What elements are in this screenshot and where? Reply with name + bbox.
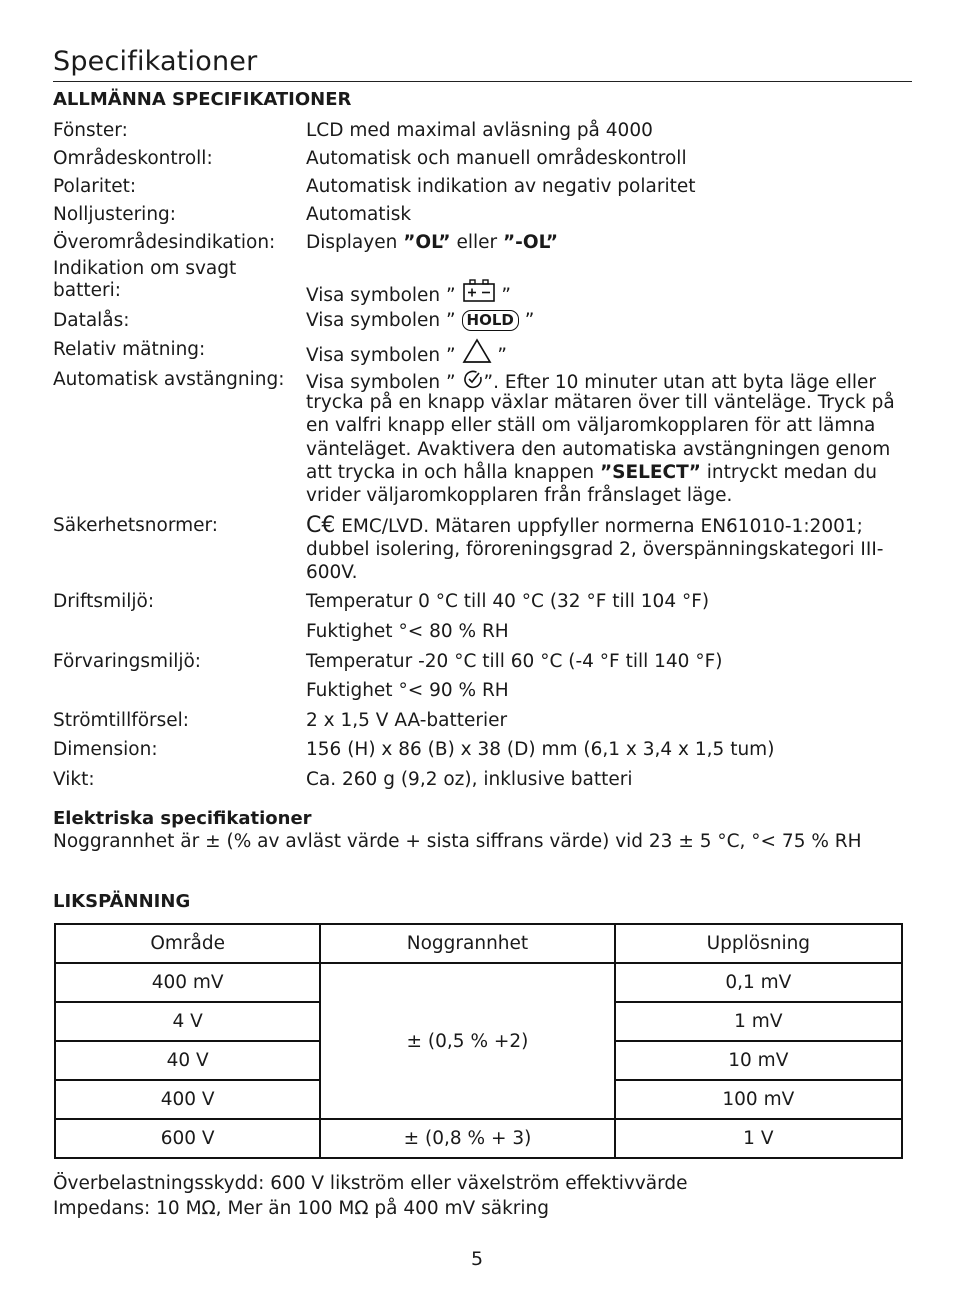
accuracy-cell: ± (0,8 % + 3) <box>320 1119 614 1158</box>
operating-temp: Temperatur 0 °C till 40 °C (32 °F till 104 °F) <box>306 591 710 612</box>
safety-line3: 600V. <box>306 562 358 583</box>
page-title: Specifikationer <box>53 46 258 77</box>
power-label: Strömtillförsel: <box>53 710 190 731</box>
range-value: Automatisk och manuell områdeskontroll <box>306 148 687 169</box>
polarity-value: Automatisk indikation av negativ polaritet <box>306 176 696 197</box>
data-hold-value: Visa symbolen ” HOLD ” <box>306 310 535 331</box>
impedance: Impedans: 10 MΩ, Mer än 100 MΩ på 400 mV säkring <box>53 1198 549 1219</box>
table-row <box>55 963 902 1002</box>
zero-adjust-label: Nolljustering: <box>53 204 177 225</box>
range-cell: 400 mV <box>55 963 320 1002</box>
resolution-cell: 0,1 mV <box>615 963 902 1002</box>
ce-mark-icon: C€ <box>306 513 336 538</box>
operating-env-label: Driftsmiljö: <box>53 591 155 612</box>
weight-value: Ca. 260 g (9,2 oz), inklusive batteri <box>306 769 633 790</box>
resolution-cell: 100 mV <box>615 1080 902 1119</box>
general-specs-heading: ALLMÄNNA SPECIFIKATIONER <box>53 89 352 110</box>
header-range: Område <box>55 924 320 963</box>
dcv-table <box>54 923 903 1159</box>
range-cell: 4 V <box>55 1002 320 1041</box>
electrical-specs-heading: Elektriska specifikationer <box>53 808 312 829</box>
overload-protection: Överbelastningsskydd: 600 V likström eller växelström effektivvärde <box>53 1173 688 1194</box>
auto-power-off-line5: att trycka in och hålla knappen ”SELECT” intryckt medan du <box>306 462 878 483</box>
auto-power-off-line3: en valfri knapp eller ställ om väljaromkopplaren för att lämna <box>306 415 876 436</box>
auto-power-off-line1: Visa symbolen ” ”. Efter 10 minuter utan att byta läge eller <box>306 368 876 395</box>
dimension-label: Dimension: <box>53 739 158 760</box>
battery-icon <box>462 279 496 303</box>
page-number: 5 <box>470 1248 484 1270</box>
weight-label: Vikt: <box>53 769 95 790</box>
relative-label: Relativ mätning: <box>53 339 206 360</box>
safety-line1: C€ EMC/LVD. Mätaren uppfyller normerna EN61010-1:2001; <box>306 513 863 538</box>
data-hold-label: Datalås: <box>53 310 130 331</box>
accuracy-note: Noggrannhet är ± (% av avläst värde + sista siffrans värde) vid 23 ± 5 °C, °< 75 % RH <box>53 831 862 852</box>
auto-power-off-label: Automatisk avstängning: <box>53 369 285 390</box>
storage-env-label: Förvaringsmiljö: <box>53 651 202 672</box>
overrange-label: Överområdesindikation: <box>53 232 276 253</box>
operating-humidity: Fuktighet °< 80 % RH <box>306 621 509 642</box>
safety-label: Säkerhetsnormer: <box>53 515 219 536</box>
power-value: 2 x 1,5 V AA-batterier <box>306 710 508 731</box>
title-divider <box>53 81 912 82</box>
resolution-cell: 10 mV <box>615 1041 902 1080</box>
table-row <box>55 1119 902 1158</box>
storage-humidity: Fuktighet °< 90 % RH <box>306 680 509 701</box>
battery-label-line2: batteri: <box>53 280 121 301</box>
range-label: Områdeskontroll: <box>53 148 213 169</box>
range-cell: 600 V <box>55 1119 320 1158</box>
hold-icon: HOLD <box>462 310 519 331</box>
overrange-value: Displayen ”OL” eller ”-OL” <box>306 232 559 253</box>
dcv-heading: LIKSPÄNNING <box>53 891 191 912</box>
storage-temp: Temperatur -20 °C till 60 °C (-4 °F till 140 °F) <box>306 651 723 672</box>
header-accuracy: Noggrannhet <box>320 924 614 963</box>
display-value: LCD med maximal avläsning på 4000 <box>306 120 653 141</box>
polarity-label: Polaritet: <box>53 176 137 197</box>
resolution-cell: 1 V <box>615 1119 902 1158</box>
relative-value: Visa symbolen ” ” <box>306 338 507 368</box>
battery-label-line1: Indikation om svagt <box>53 258 237 279</box>
display-label: Fönster: <box>53 120 128 141</box>
zero-adjust-value: Automatisk <box>306 204 412 225</box>
safety-line2: dubbel isolering, föroreningsgrad 2, överspänningskategori III- <box>306 539 884 560</box>
auto-power-off-line6: vrider väljaromkopplaren från frånslaget läge. <box>306 485 733 506</box>
range-cell: 40 V <box>55 1041 320 1080</box>
accuracy-cell: ± (0,5 % +2) <box>320 963 614 1119</box>
battery-value: Visa symbolen ” ” <box>306 279 511 308</box>
auto-power-off-icon <box>462 368 484 390</box>
table-header-row <box>55 924 902 963</box>
header-resolution: Upplösning <box>615 924 902 963</box>
auto-power-off-line4: vänteläget. Avaktivera den automatiska avstängningen genom <box>306 439 891 460</box>
resolution-cell: 1 mV <box>615 1002 902 1041</box>
range-cell: 400 V <box>55 1080 320 1119</box>
delta-icon <box>462 338 492 364</box>
dimension-value: 156 (H) x 86 (B) x 38 (D) mm (6,1 x 3,4 x 1,5 tum) <box>306 739 775 760</box>
auto-power-off-line2: trycka på en knapp växlar mätaren över till vänteläge. Tryck på <box>306 392 895 413</box>
